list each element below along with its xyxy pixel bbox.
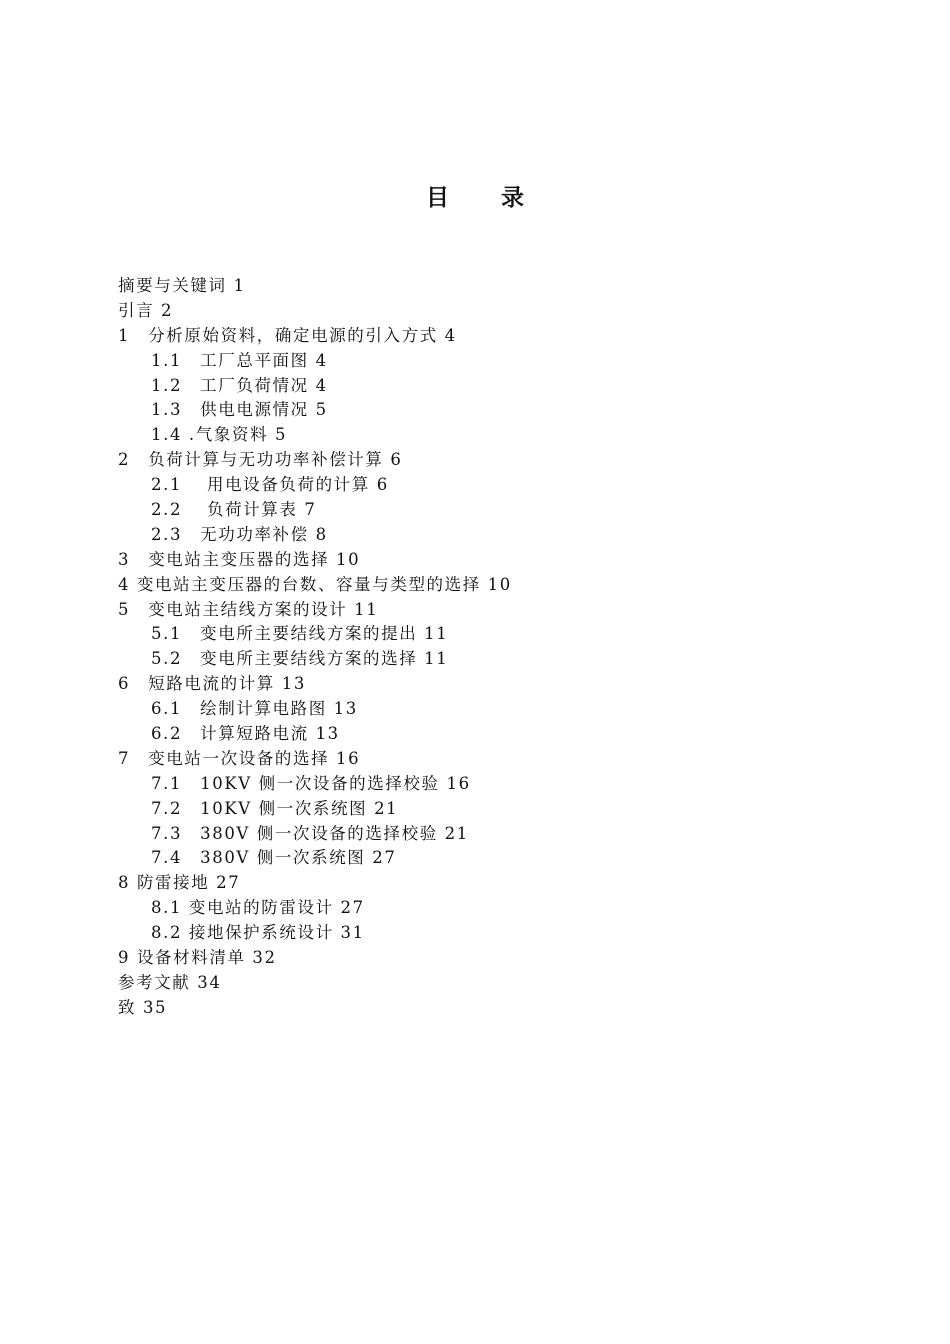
toc-entry: 参考文献 34: [118, 972, 222, 992]
toc-subentry: 5.1 变电所主要结线方案的提出 11: [151, 624, 449, 644]
page-title: 目 录: [425, 184, 546, 211]
toc-subentry: 2.3 无功功率补偿 8: [151, 524, 328, 544]
toc-entry: 3 变电站主变压器的选择 10: [118, 549, 361, 569]
toc-subentry: 1.2 工厂负荷情况 4: [151, 375, 328, 395]
toc-entry: 致 35: [118, 997, 168, 1017]
toc-entry: 9 设备材料清单 32: [118, 948, 277, 968]
toc-entry: 摘要与关键词 1: [118, 276, 246, 295]
toc-subentry: 7.4 380V 侧一次系统图 27: [151, 848, 397, 868]
toc-subentry: 6.2 计算短路电流 13: [151, 724, 340, 744]
toc-entry: 5 变电站主结线方案的设计 11: [118, 599, 379, 619]
toc-subentry: 2.1 用电设备负荷的计算 6: [151, 475, 389, 495]
toc-subentry: 2.2 负荷计算表 7: [151, 500, 317, 520]
toc-entry: 引言 2: [118, 300, 174, 320]
toc-subentry: 7.2 10KV 侧一次系统图 21: [151, 798, 399, 818]
toc-subentry: 6.1 绘制计算电路图 13: [151, 699, 358, 719]
toc-subentry: 1.1 工厂总平面图 4: [151, 350, 328, 370]
table-of-contents: [118, 274, 878, 1021]
toc-entry: 8 防雷接地 27: [118, 873, 241, 893]
toc-subentry: 1.3 供电电源情况 5: [151, 400, 328, 420]
toc-entry: 4 变电站主变压器的台数、容量与类型的选择 10: [118, 574, 512, 594]
toc-subentry: 5.2 变电所主要结线方案的选择 11: [151, 649, 449, 669]
toc-entry: 6 短路电流的计算 13: [118, 674, 306, 694]
toc-subentry: 1.4 .气象资料 5: [151, 425, 288, 445]
toc-entry: 2 负荷计算与无功功率补偿计算 6: [118, 450, 403, 470]
toc-subentry: 7.3 380V 侧一次设备的选择校验 21: [151, 823, 469, 843]
toc-subentry: 8.1 变电站的防雷设计 27: [151, 898, 365, 918]
toc-subentry: 8.2 接地保护系统设计 31: [151, 923, 365, 943]
toc-entry: 7 变电站一次设备的选择 16: [118, 748, 361, 768]
toc-subentry: 7.1 10KV 侧一次设备的选择校验 16: [151, 773, 471, 793]
toc-entry: 1 分析原始资料，确定电源的引入方式 4: [118, 325, 457, 345]
